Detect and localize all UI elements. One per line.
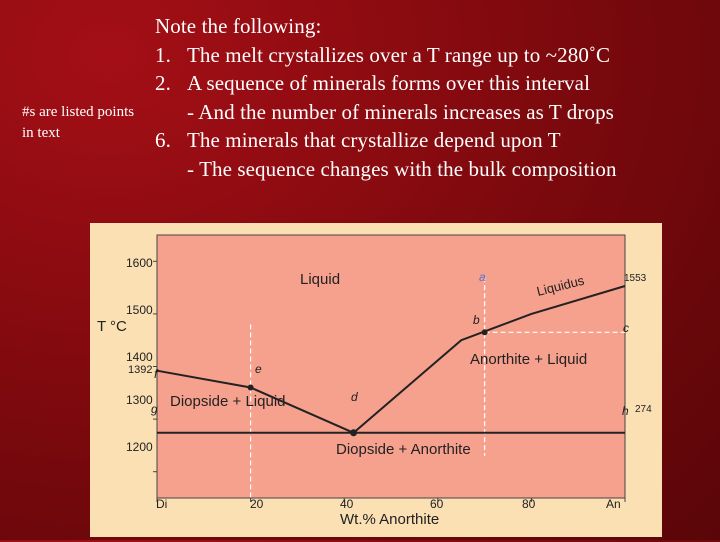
- point-c-label: c: [623, 321, 629, 335]
- note-number: 1.: [155, 42, 171, 67]
- melting-point-an-label: 1553: [624, 273, 647, 284]
- y-tick-label: 1200: [126, 440, 153, 454]
- point-h-label: h: [622, 404, 629, 418]
- x-tick-label: 20: [250, 497, 264, 511]
- note-number: 2.: [155, 71, 171, 95]
- note-subtext: - The sequence changes with the bulk composition: [187, 156, 617, 181]
- note-number: 6.: [155, 128, 171, 152]
- note-item-1: [155, 41, 715, 70]
- notes-block: [155, 12, 715, 183]
- point-f-label: f: [154, 367, 158, 381]
- x-tick-label: Di: [156, 497, 168, 511]
- point-d-marker: [350, 429, 357, 436]
- point-e-marker: [248, 385, 254, 391]
- note-text: A sequence of minerals forms over this interval: [187, 71, 591, 95]
- point-d-label: d: [351, 390, 358, 404]
- eutectic-1392-label: 1392: [128, 364, 153, 376]
- point-a-label: a: [479, 270, 486, 284]
- note-subitem-2: [155, 98, 715, 127]
- liquid-field-label: Liquid: [300, 271, 341, 288]
- x-tick-label: 80: [522, 497, 536, 511]
- liquidus-label: Liquidus: [535, 272, 586, 299]
- x-tick-label: 40: [340, 497, 354, 511]
- diopside-liquid-label: Diopside + Liquid: [170, 393, 286, 410]
- note-item-2: [155, 69, 715, 98]
- x-tick-label: An: [606, 497, 621, 511]
- y-tick-label: 1600: [126, 256, 153, 270]
- x-tick-label: 60: [430, 497, 444, 511]
- y-axis-title: T °C: [97, 318, 127, 335]
- y-tick-label: 1300: [126, 393, 153, 407]
- side-note: #s are listed points in text: [22, 104, 135, 141]
- eutectic-274-label: 274: [635, 404, 652, 415]
- x-axis-title: Wt.% Anorthite: [340, 511, 440, 528]
- y-tick-label: 1400: [126, 350, 153, 364]
- note-subtext: - And the number of minerals increases as T drops: [187, 99, 614, 124]
- note-subitem-6: [155, 155, 715, 184]
- notes-heading: Note the following:: [155, 14, 322, 38]
- phase-diagram-svg: [90, 223, 662, 537]
- anorthite-liquid-label: Anorthite + Liquid: [470, 351, 588, 368]
- diopside-anorthite-label: Diopside + Anorthite: [336, 441, 471, 458]
- point-b-label: b: [473, 313, 480, 327]
- point-b-marker: [482, 329, 488, 335]
- point-e-label: e: [255, 362, 262, 376]
- point-g-label: g: [151, 402, 158, 416]
- note-text: The melt crystallizes over a T range up to ~280˚C: [187, 42, 611, 67]
- y-tick-label: 1500: [126, 303, 153, 317]
- note-item-6: [155, 126, 715, 155]
- note-text: The minerals that crystallize depend upon T: [187, 128, 561, 152]
- phase-diagram: [90, 223, 662, 537]
